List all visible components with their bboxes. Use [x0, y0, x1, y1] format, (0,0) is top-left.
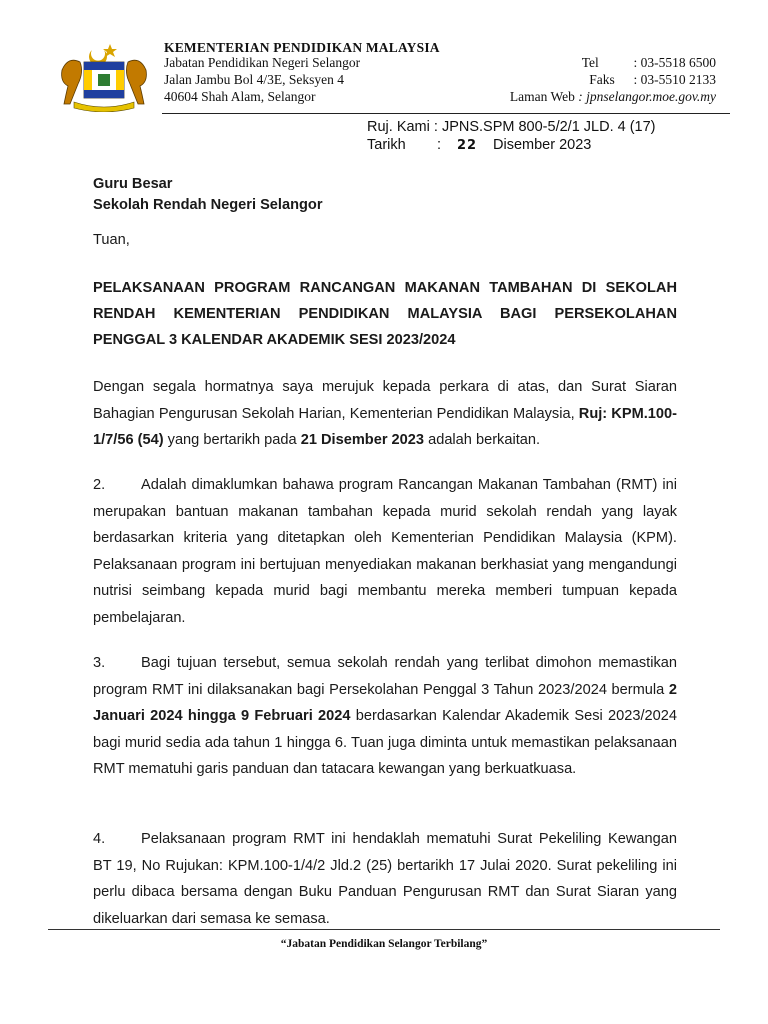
date-label: Tarikh [367, 137, 406, 153]
addressee-line-2: Sekolah Rendah Negeri Selangor [93, 197, 323, 213]
date-line [367, 137, 591, 153]
paragraph-3 [93, 650, 677, 783]
address-line-2: Jalan Jambu Bol 4/3E, Seksyen 4 [164, 72, 344, 87]
ministry-name: KEMENTERIAN PENDIDIKAN MALAYSIA [164, 40, 440, 55]
paragraph-1 [93, 374, 677, 454]
paragraph-number: 3. [93, 655, 106, 671]
tel-value: : 03-5518 6500 [633, 55, 716, 70]
address-line-3: 40604 Shah Alam, Selangor [164, 89, 316, 104]
web-value: : jpnselangor.moe.gov.my [578, 89, 716, 104]
date-day-handwritten: 22 [457, 138, 478, 153]
paragraph-2 [93, 472, 677, 631]
reference-line [367, 119, 656, 135]
p1-text-a: Dengan segala hormatnya saya merujuk kepada perkara di atas, dan Surat Siaran Bahagian Pengurusan Sekolah Harian, Kementerian Pendidikan Malaysia, [93, 379, 677, 422]
letter-subject: PELAKSANAAN PROGRAM RANCANGAN MAKANAN TAMBAHAN DI SEKOLAH RENDAH KEMENTERIAN PENDIDIKAN MALAYSIA BAGI PERSEKOLAHAN PENGGAL 3 KALENDAR AKADEMIK SESI 2023/2024 [93, 280, 677, 348]
salutation: Tuan, [93, 232, 130, 248]
addressee [93, 174, 677, 216]
address-line-1: Jabatan Pendidikan Negeri Selangor [164, 55, 361, 70]
p4-text: Pelaksanaan program RMT ini hendaklah mematuhi Surat Pekeliling Kewangan BT 19, No Rujukan: KPM.100-1/4/2 Jld.2 (25) bertarikh 17 Julai 2020. Surat pekeliling ini perlu dibaca bersama dengan Buku Panduan Pengurusan RMT dan Surat Siaran yang dikeluarkan dari semasa ke semasa. [93, 831, 677, 927]
fax [589, 72, 716, 88]
footer-divider [48, 929, 720, 930]
p2-text: Adalah dimaklumkan bahawa program Rancangan Makanan Tambahan (RMT) ini merupakan bantuan makanan tambahan kepada murid sekolah rendah yang layak berdasarkan kriteria yang ditetapkan oleh Kementerian Pendidikan Malaysia (KPM). Pelaksanaan program ini bertujuan menyediakan makanan berkhasiat yang mengandungi nutrisi seimbang kepada murid bagi membantu mereka memberi tumpuan kepada pembelajaran. [93, 477, 677, 626]
malaysia-coat-of-arms-icon [54, 40, 154, 112]
fax-value: : 03-5510 2133 [633, 72, 716, 87]
paragraph-number: 4. [93, 831, 106, 847]
ruj-value: : JPNS.SPM 800-5/2/1 JLD. 4 (17) [433, 119, 656, 135]
paragraph-4 [93, 826, 677, 932]
p3-text-a: Bagi tujuan tersebut, semua sekolah rendah yang terlibat dimohon memastikan program RMT ini dilaksanakan bagi Persekolahan Penggal 3 Tahun 2023/2024 bermula [93, 655, 677, 698]
p3-text-c: berdasarkan Kalendar Akademik Sesi 2023/2024 bagi murid sedia ada tahun 1 hingga 6. Tuan juga diminta untuk memastikan pelaksanaan RMT mematuhi garis panduan dan tatacara kewangan yang berkuatkuasa. [93, 708, 678, 777]
p1-ref-bold: Ruj: KPM.100-1/7/56 (54) [93, 405, 677, 448]
ruj-label: Ruj. Kami [367, 119, 430, 135]
website [510, 89, 716, 105]
p1-date-bold: 21 Disember 2023 [300, 432, 425, 448]
telephone [582, 55, 716, 71]
date-month-year: Disember 2023 [493, 137, 592, 153]
fax-label: Faks [589, 72, 615, 87]
web-label: Laman Web [509, 89, 575, 104]
tel-label: Tel [581, 55, 599, 70]
date-colon: : [437, 137, 442, 153]
addressee-line-1: Guru Besar [93, 176, 173, 192]
p3-dates-bold: 2 Januari 2024 hingga 9 Februari 2024 [93, 681, 677, 724]
footer-motto: “Jabatan Pendidikan Selangor Terbilang” [280, 938, 488, 950]
header-divider [162, 113, 730, 114]
p1-text-c: yang bertarikh pada [163, 432, 301, 448]
paragraph-number: 2. [93, 477, 106, 493]
p1-text-d: adalah berkaitan. [424, 432, 541, 448]
